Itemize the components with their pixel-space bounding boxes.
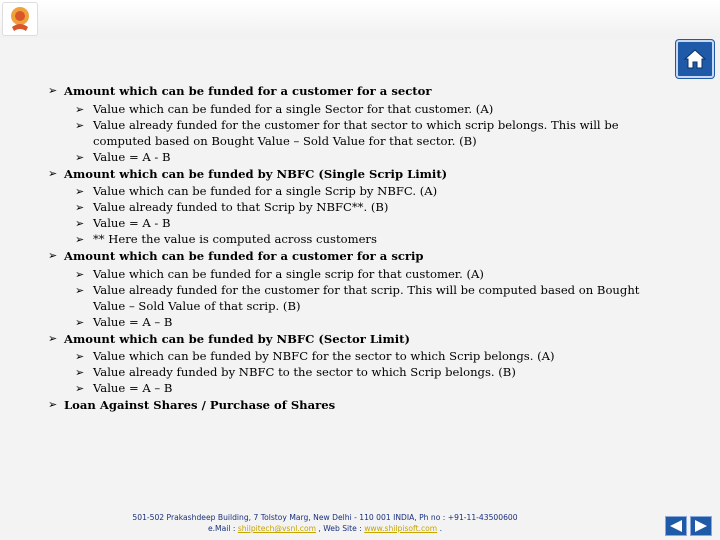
arrowhead-bullet-icon: ➢ bbox=[48, 398, 58, 411]
bullet-text: Value = A – B bbox=[93, 314, 173, 329]
footer-address: 501-502 Prakashdeep Building, 7 Tolstoy Marg, New Delhi - 110 001 INDIA, Ph no : +91-11-43500600 bbox=[132, 513, 518, 522]
bullet-subitem bbox=[48, 314, 668, 330]
email-label: e.Mail : bbox=[207, 524, 238, 533]
bullet-text: Value already funded to that Scrip by NBFC**. (B) bbox=[93, 200, 389, 214]
bullet-heading bbox=[48, 82, 668, 101]
bullet-heading bbox=[48, 165, 668, 184]
arrowhead-bullet-icon: ➢ bbox=[75, 102, 85, 116]
bullet-heading bbox=[48, 247, 668, 266]
arrowhead-bullet-icon: ➢ bbox=[75, 233, 85, 246]
bullet-text: Value = A – B bbox=[93, 381, 173, 395]
arrowhead-bullet-icon: ➢ bbox=[75, 217, 85, 230]
bullet-heading bbox=[48, 396, 668, 415]
arrowhead-bullet-icon: ➢ bbox=[75, 283, 85, 297]
bullet-text: Loan Against Shares / Purchase of Shares bbox=[64, 398, 336, 412]
bullet-subitem bbox=[48, 380, 668, 396]
bullet-text: Value which can be funded for a single Scrip by NBFC. (A) bbox=[93, 184, 438, 198]
bullet-text: Amount which can be funded for a customer for a scrip bbox=[64, 249, 424, 263]
bullet-subitem bbox=[48, 348, 668, 364]
arrowhead-bullet-icon: ➢ bbox=[48, 166, 58, 180]
bullet-subitem bbox=[48, 117, 668, 149]
web-label: , Web Site : bbox=[316, 524, 365, 533]
arrowhead-bullet-icon: ➢ bbox=[75, 150, 85, 164]
footer-tail: . bbox=[437, 524, 443, 533]
bullet-text: ** Here the value is computed across customers bbox=[93, 232, 377, 246]
bullet-text: Value = A - B bbox=[93, 216, 171, 230]
previous-slide-icon bbox=[669, 520, 683, 532]
email-link[interactable]: shilpitech@vsnl.com bbox=[237, 524, 316, 533]
bullet-list bbox=[48, 82, 668, 415]
bullet-text: Value already funded for the customer for that scrip. This will be computed based on Bought Value – Sold Value of that scrip. (B) bbox=[93, 282, 640, 313]
arrowhead-bullet-icon: ➢ bbox=[75, 201, 85, 214]
bullet-text: Amount which can be funded by NBFC (Sector Limit) bbox=[64, 331, 410, 346]
bullet-subitem bbox=[48, 364, 668, 380]
footer bbox=[90, 512, 560, 534]
bullet-subitem bbox=[48, 282, 668, 314]
home-button[interactable] bbox=[676, 40, 714, 78]
arrowhead-bullet-icon: ➢ bbox=[75, 267, 85, 281]
bullet-subitem bbox=[48, 149, 668, 165]
website-link[interactable]: www.shilpisoft.com bbox=[364, 524, 438, 533]
bullet-text: Value already funded for the customer for that sector to which scrip belongs. This will be computed based on Bought Value – Sold Value for that sector. (B) bbox=[93, 117, 619, 148]
bullet-subitem bbox=[48, 266, 668, 282]
next-slide-icon bbox=[694, 520, 708, 532]
bullet-text: Value which can be funded by NBFC for the sector to which Scrip belongs. (A) bbox=[93, 349, 555, 363]
next-slide-button[interactable] bbox=[690, 516, 712, 536]
bullet-subitem bbox=[48, 215, 668, 231]
arrowhead-bullet-icon: ➢ bbox=[75, 185, 85, 198]
arrowhead-bullet-icon: ➢ bbox=[75, 350, 85, 363]
bullet-subitem bbox=[48, 199, 668, 215]
top-bar bbox=[0, 0, 720, 38]
home-icon bbox=[683, 47, 707, 71]
arrowhead-bullet-icon: ➢ bbox=[75, 382, 85, 395]
bullet-text: Value = A - B bbox=[93, 149, 171, 164]
bullet-subitem bbox=[48, 101, 668, 117]
arrowhead-bullet-icon: ➢ bbox=[75, 118, 85, 132]
company-logo bbox=[2, 2, 38, 36]
bullet-subitem bbox=[48, 231, 668, 247]
arrowhead-bullet-icon: ➢ bbox=[48, 84, 58, 97]
bullet-text: Value which can be funded for a single Sector for that customer. (A) bbox=[93, 101, 494, 116]
footer-contact bbox=[90, 523, 560, 534]
arrowhead-bullet-icon: ➢ bbox=[75, 315, 85, 329]
bullet-text: Value already funded by NBFC to the sector to which Scrip belongs. (B) bbox=[93, 365, 516, 379]
bullet-heading bbox=[48, 330, 668, 349]
arrowhead-bullet-icon: ➢ bbox=[75, 366, 85, 379]
bullet-text: Amount which can be funded for a customer for a sector bbox=[64, 84, 432, 98]
arrowhead-bullet-icon: ➢ bbox=[48, 331, 58, 345]
previous-slide-button[interactable] bbox=[665, 516, 687, 536]
bullet-text: Amount which can be funded by NBFC (Single Scrip Limit) bbox=[64, 166, 448, 181]
bullet-text: Value which can be funded for a single scrip for that customer. (A) bbox=[93, 266, 484, 281]
arrowhead-bullet-icon: ➢ bbox=[48, 249, 58, 262]
bullet-subitem bbox=[48, 183, 668, 199]
